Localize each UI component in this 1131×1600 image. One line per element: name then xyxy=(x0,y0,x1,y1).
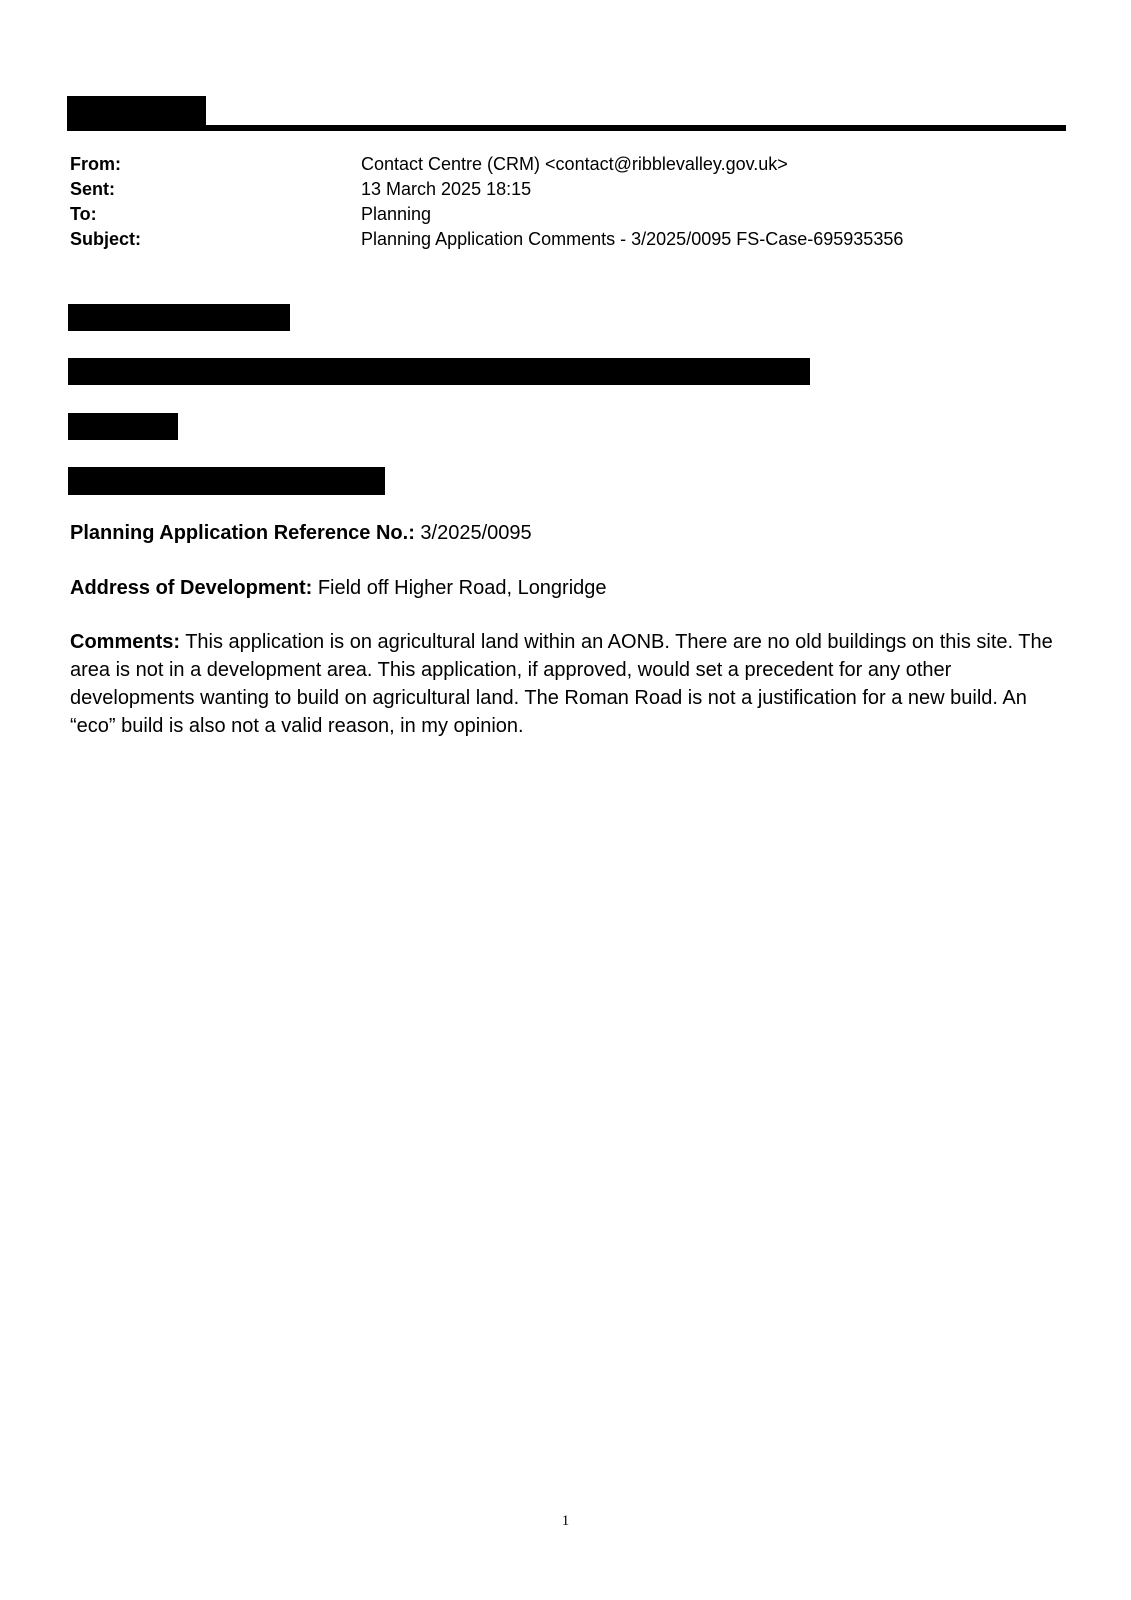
address-paragraph xyxy=(70,574,607,602)
redaction-block xyxy=(68,304,290,331)
to-row xyxy=(70,202,903,227)
from-value: Contact Centre (CRM) <contact@ribblevalley.gov.uk> xyxy=(361,154,788,174)
redaction-block xyxy=(68,358,810,385)
to-value: Planning xyxy=(361,204,432,224)
header-redaction-block xyxy=(67,96,206,127)
to-label: To: xyxy=(70,204,97,224)
comments-paragraph xyxy=(70,628,1066,740)
address-label: Address of Development: xyxy=(70,577,313,599)
sent-label: Sent: xyxy=(70,179,115,199)
email-header xyxy=(70,152,903,252)
reference-label: Planning Application Reference No.: xyxy=(70,522,415,544)
from-label: From: xyxy=(70,154,121,174)
comments-label: Comments: xyxy=(70,631,181,653)
subject-value: Planning Application Comments - 3/2025/0095 FS-Case-695935356 xyxy=(361,229,904,249)
page-number: 1 xyxy=(561,1513,570,1529)
subject-row xyxy=(70,227,903,252)
reference-value: 3/2025/0095 xyxy=(420,522,532,544)
reference-paragraph xyxy=(70,519,532,547)
redaction-block xyxy=(68,467,385,495)
comments-value: This application is on agricultural land within an AONB. There are no old buildings on this site. The area is not in a development area. This application, if approved, would set a precedent for any other developments wanting to build on agricultural land. The Roman Road is not a justification for a new build. An “eco” build is also not a valid reason, in my opinion. xyxy=(70,631,1053,737)
sent-value: 13 March 2025 18:15 xyxy=(361,179,532,199)
address-value: Field off Higher Road, Longridge xyxy=(317,577,607,599)
header-rule xyxy=(67,125,1066,131)
redaction-block xyxy=(68,413,178,440)
subject-label: Subject: xyxy=(70,229,142,249)
from-row xyxy=(70,152,903,177)
sent-row xyxy=(70,177,903,202)
